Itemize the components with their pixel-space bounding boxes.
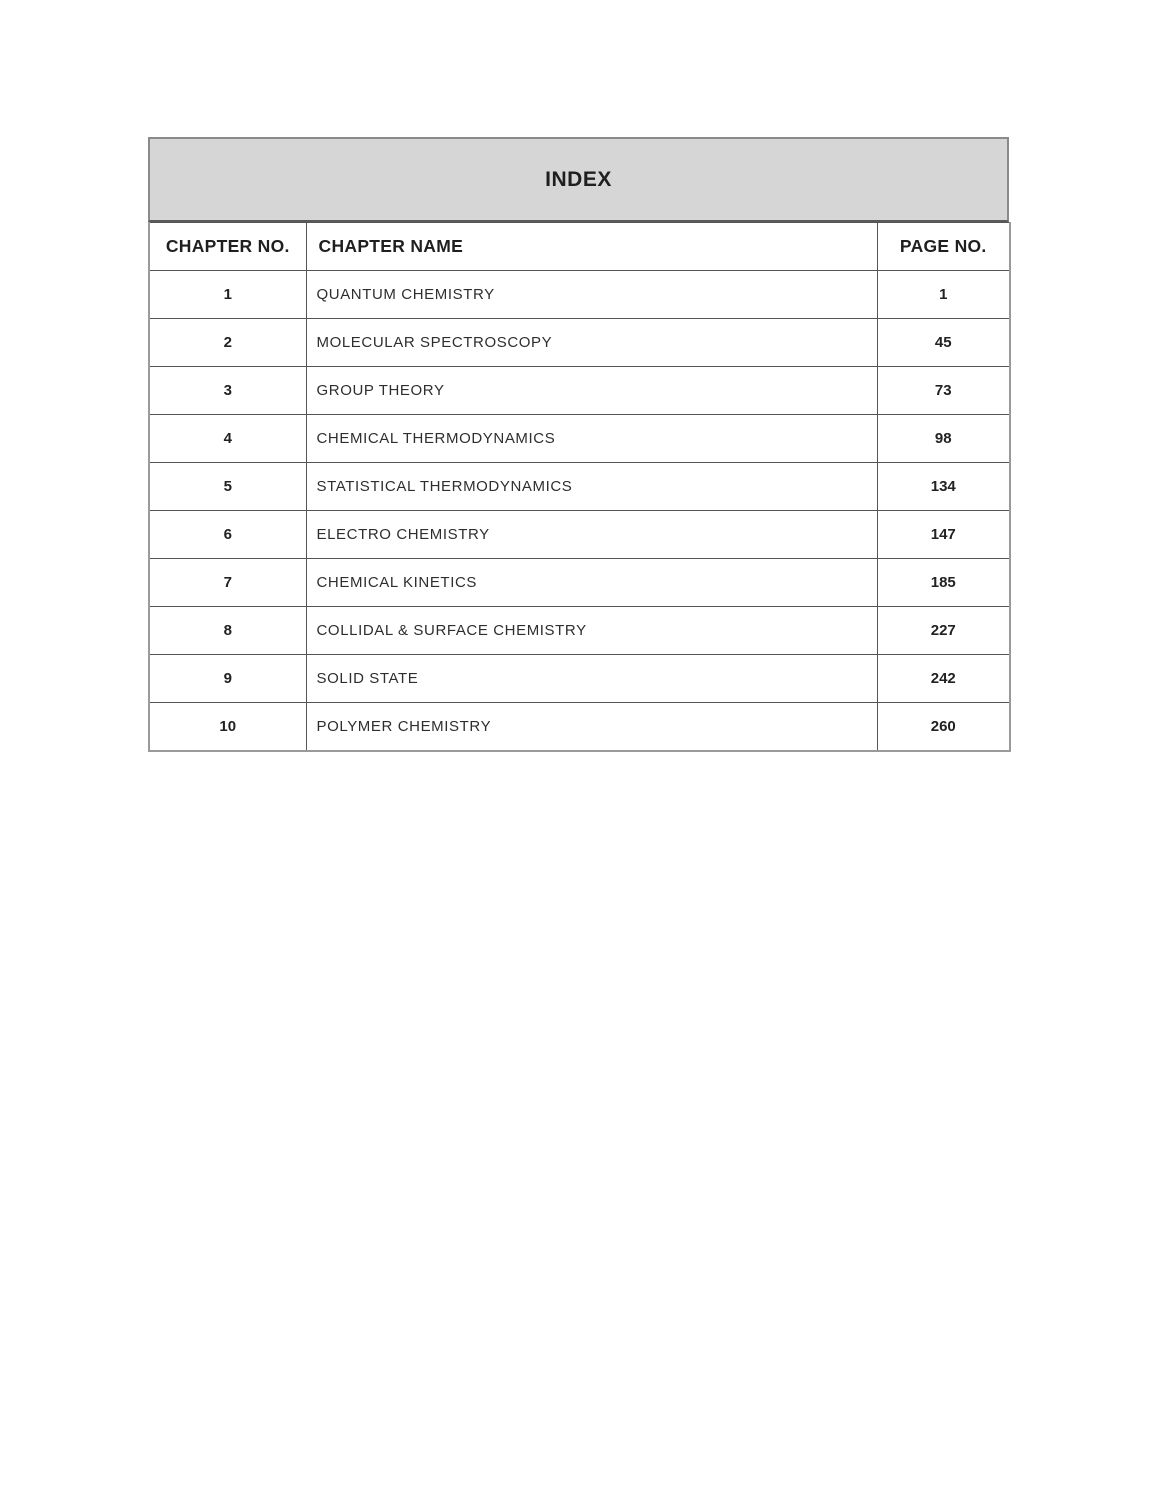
table-row: [149, 655, 1010, 703]
chapter-no: 10: [149, 703, 306, 751]
index-table-body: [149, 271, 1010, 751]
chapter-name: POLYMER CHEMISTRY: [306, 703, 877, 751]
index-table-block: [148, 137, 1009, 752]
chapter-name: ELECTRO CHEMISTRY: [306, 511, 877, 559]
page-no: 242: [877, 655, 1010, 703]
table-row: [149, 607, 1010, 655]
index-title-band: [148, 137, 1009, 222]
column-header-page-no: PAGE NO.: [877, 223, 1010, 271]
table-row: [149, 559, 1010, 607]
chapter-no: 5: [149, 463, 306, 511]
chapter-name: MOLECULAR SPECTROSCOPY: [306, 319, 877, 367]
chapter-no: 3: [149, 367, 306, 415]
chapter-no: 4: [149, 415, 306, 463]
chapter-no: 1: [149, 271, 306, 319]
page-no: 260: [877, 703, 1010, 751]
header-row: [149, 223, 1010, 271]
table-row: [149, 367, 1010, 415]
table-row: [149, 271, 1010, 319]
table-row: [149, 703, 1010, 751]
chapter-name: CHEMICAL KINETICS: [306, 559, 877, 607]
column-header-chapter-no: CHAPTER NO.: [149, 223, 306, 271]
index-table: [148, 222, 1011, 752]
table-row: [149, 415, 1010, 463]
page-no: 227: [877, 607, 1010, 655]
table-row: [149, 319, 1010, 367]
chapter-name: SOLID STATE: [306, 655, 877, 703]
page-no: 185: [877, 559, 1010, 607]
chapter-no: 9: [149, 655, 306, 703]
chapter-name: STATISTICAL THERMODYNAMICS: [306, 463, 877, 511]
table-row: [149, 511, 1010, 559]
column-header-chapter-name: CHAPTER NAME: [306, 223, 877, 271]
page-no: 98: [877, 415, 1010, 463]
page-no: 73: [877, 367, 1010, 415]
page-no: 134: [877, 463, 1010, 511]
chapter-name: CHEMICAL THERMODYNAMICS: [306, 415, 877, 463]
chapter-no: 2: [149, 319, 306, 367]
page-no: 147: [877, 511, 1010, 559]
index-title: INDEX: [545, 167, 612, 191]
chapter-name: COLLIDAL & SURFACE CHEMISTRY: [306, 607, 877, 655]
chapter-name: QUANTUM CHEMISTRY: [306, 271, 877, 319]
chapter-name: GROUP THEORY: [306, 367, 877, 415]
chapter-no: 8: [149, 607, 306, 655]
chapter-no: 6: [149, 511, 306, 559]
table-row: [149, 463, 1010, 511]
chapter-no: 7: [149, 559, 306, 607]
page-no: 45: [877, 319, 1010, 367]
page-no: 1: [877, 271, 1010, 319]
